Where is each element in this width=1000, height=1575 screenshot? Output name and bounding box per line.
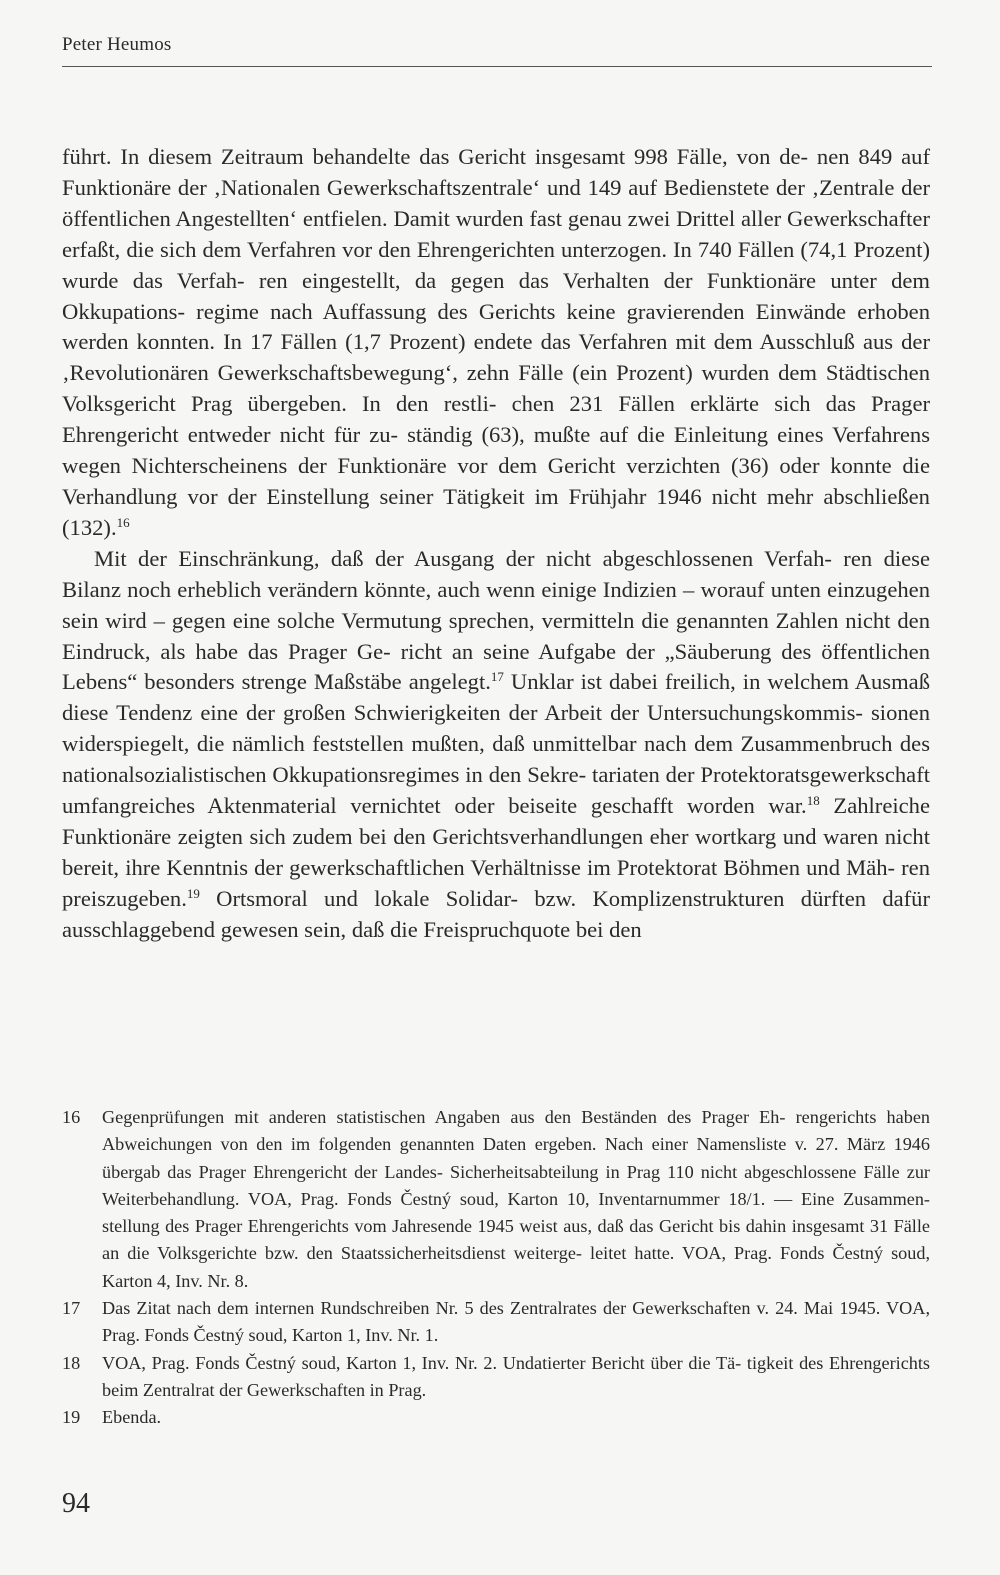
footnote-17 (62, 1295, 930, 1350)
p2-part: Zahlreiche Funktionäre zeigten sich zudem bei den Gerichtsverhandlungen eher wortkarg und waren nicht bereit, ihre Kenntnis der gewerkschaftlichen Verhältnisse im Protektorat Böhmen und Mäh- ren preiszugeben. (62, 793, 930, 911)
paragraph-1 (62, 142, 930, 544)
p2-part: Ortsmoral und lokale Solidar- bzw. Komplizenstrukturen dürften dafür ausschlaggebend gewesen sein, daß die Freispruchquote bei den (62, 885, 930, 942)
main-text (62, 142, 930, 946)
footnote-text: VOA, Prag. Fonds Čestný soud, Karton 1, Inv. Nr. 2. Undatierter Bericht über die Tä- tigkeit des Ehrengerichts beim Zentralrat der Gewerkschaften in Prag. (102, 1352, 930, 1400)
footnote-number: 18 (62, 1352, 81, 1373)
p1-line: der Funktionäre vor dem Gericht verzichten (36) oder konnte die Verhandlung (62, 453, 930, 509)
page-number: 94 (62, 1488, 90, 1519)
p1-line: werden konnten. In 17 Fällen (1,7 Prozent) endete das Verfahren mit dem (62, 329, 753, 355)
footnote-18 (62, 1350, 930, 1405)
footnote-ref-17[interactable]: 17 (490, 669, 504, 685)
p1-line: Ausschluß aus der ‚Revolutionären Gewerkschaftsbewegung‘, zehn Fälle (ein (62, 329, 930, 386)
running-head: Peter Heumos (62, 34, 172, 55)
footnote-text: Ebenda. (102, 1407, 162, 1428)
p1-line: ständig (63), mußte auf die Einleitung eines Verfahrens wegen Nichterscheinens (62, 422, 931, 479)
p1-line: nen 849 auf Funktionäre der ‚Nationalen Gewerkschaftszentrale‘ und 149 auf (62, 144, 930, 200)
footnote-ref-16[interactable]: 16 (116, 514, 130, 530)
footnote-text: Das Zitat nach dem internen Rundschreiben Nr. 5 des Zentralrates der Gewerkschaften v. 24. Mai 1945. VOA, Prag. Fonds Čestný soud, Karton 1, Inv. Nr. 1. (102, 1298, 930, 1346)
p1-line: führt. In diesem Zeitraum behandelte das Gericht insgesamt 998 Fälle, von de- (62, 144, 809, 169)
p1-line: fast genau zwei Drittel aller Gewerkschafter erfaßt, die sich dem Verfahren vor (62, 205, 930, 262)
p1-line: Bedienstete der ‚Zentrale der öffentlichen Angestellten‘ entfielen. Damit wurden (62, 174, 930, 231)
footnote-number: 16 (62, 1107, 81, 1127)
footnote-ref-19[interactable]: 19 (186, 885, 200, 901)
p2-part: Mit der Einschränkung, daß der Ausgang der nicht abgeschlossenen Verfah- ren diese Bilanz noch erheblich verändern könnte, auch wenn einige Indizien – worauf unten einzugehen sein wird – gegen eine solche Vermutung sprechen, vermitteln die genannten Zahlen nicht den Eindruck, als habe das Prager Ge- richt an seine Aufgabe der „Säuberung des öffentlichen Lebens“ besonders strenge Maßstäbe angelegt. (62, 545, 930, 695)
p2-part: Unklar ist dabei freilich, in welchem Ausmaß diese Tendenz eine der großen Schwierigkeiten der Arbeit der Untersuchungskommis- sionen widerspiegelt, die nämlich feststellen mußten, daß unmittelbar nach dem Zusammenbruch des nationalsozialistischen Okkupationsregimes in den Sekre- tariaten der Protektoratsgewerkschaft umfangreiches Aktenmaterial vernichtet oder beiseite geschafft worden war. (62, 669, 930, 819)
p1-line: ren eingestellt, da gegen das Verhalten der Funktionäre unter dem Okkupations- (62, 267, 930, 324)
p1-line: Prozent) wurden dem Städtischen Volksgericht Prag übergeben. In den restli- (62, 360, 930, 417)
footnote-16 (62, 1104, 930, 1295)
footnote-text: Gegenprüfungen mit anderen statistischen Angaben aus den Beständen des Prager Eh- rengerichts haben Abweichungen von den im folgenden genannten Daten ergeben. Nach einer Namensliste v. 27. März 1946 übergab das Prager Ehrengericht der Landes- Sicherheitsabteilung in Prag 110 nicht abgeschlossene Fälle zur Weiterbehandlung. VOA, Prag. Fonds Čestný soud, Karton 10, Inventarnummer 18/1. — Eine Zusammen- stellung des Prager Ehrengerichts vom Jahresende 1945 weist aus, daß das Gericht bis dahin insgesamt 31 Fälle an die Volksgerichte bzw. den Staatssicherheitsdienst weiterge- leitet hatte. VOA, Prag. Fonds Čestný soud, Karton 4, Inv. Nr. 8. (102, 1107, 930, 1291)
p1-line: den Ehrengerichten unterzogen. In 740 Fällen (74,1 Prozent) wurde das Verfah- (62, 236, 930, 293)
paragraph-2 (62, 544, 930, 946)
footnote-number: 19 (62, 1407, 81, 1428)
footnotes (62, 1104, 930, 1432)
header-rule (62, 66, 932, 67)
p1-line: vor der Einstellung seiner Tätigkeit im Frühjahr 1946 nicht mehr abschließen (187, 483, 930, 509)
p1-line: chen 231 Fällen erklärte sich das Prager Ehrengericht entweder nicht für zu- (62, 391, 930, 448)
footnote-ref-18[interactable]: 18 (806, 793, 820, 809)
footnote-number: 17 (62, 1298, 81, 1319)
footnote-19 (62, 1404, 930, 1431)
p1-line: regime nach Auffassung des Gerichts keine gravierenden Einwände erhoben (196, 298, 930, 324)
p1-last: (132). (62, 514, 117, 540)
